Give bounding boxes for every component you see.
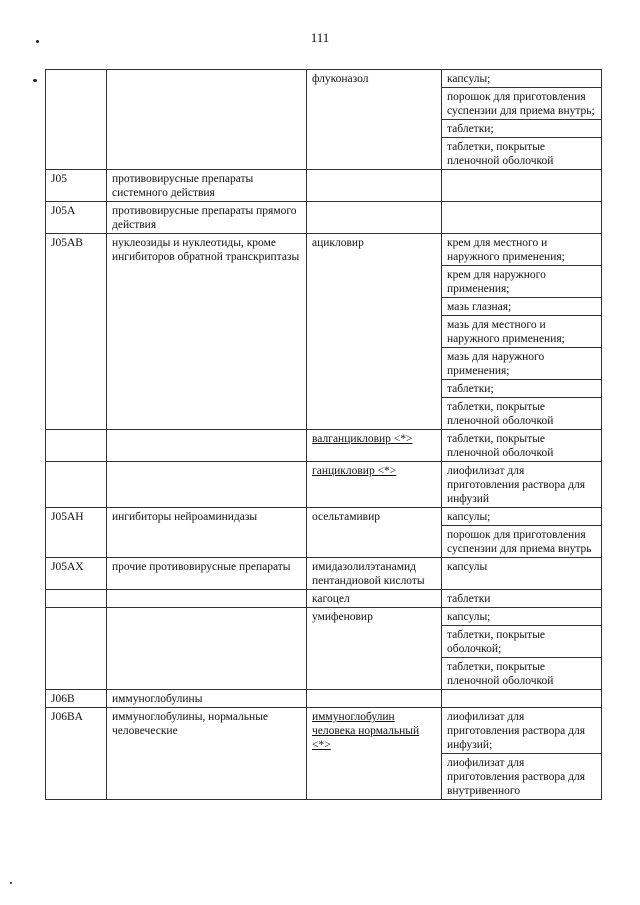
- drug-name-cell: флуконазол: [307, 70, 442, 170]
- anatomical-group-cell: [107, 608, 307, 690]
- dosage-forms-cell: [442, 708, 602, 800]
- atc-code-cell: J05AH: [46, 508, 107, 558]
- dosage-form: таблетки, покрытые оболочкой;: [442, 626, 601, 658]
- list-item: [442, 398, 601, 430]
- atc-code-cell: [46, 70, 107, 170]
- dosage-form: мазь глазная;: [442, 298, 601, 316]
- table-row: [46, 708, 602, 800]
- anatomical-group-cell: противовирусные препараты системного действия: [107, 170, 307, 202]
- anatomical-group-cell: ингибиторы нейроаминидазы: [107, 508, 307, 558]
- table-row: [46, 430, 602, 462]
- dosage-forms-cell: [442, 170, 602, 202]
- list-item: [442, 170, 601, 187]
- dosage-form: порошок для приготовления суспензии для приема внутрь: [442, 526, 601, 558]
- table-row: [46, 608, 602, 690]
- dosage-forms-list: [442, 170, 601, 187]
- atc-code-cell: J05A: [46, 202, 107, 234]
- list-item: [442, 508, 601, 526]
- dosage-forms-cell: [442, 608, 602, 690]
- table-row: [46, 70, 602, 170]
- atc-code-cell: J06BA: [46, 708, 107, 800]
- atc-code-cell: J06B: [46, 690, 107, 708]
- dosage-form: таблетки: [447, 593, 491, 605]
- dosage-forms-list: [442, 690, 601, 707]
- atc-code-cell: J05: [46, 170, 107, 202]
- list-item: [442, 690, 601, 707]
- dosage-form: капсулы;: [447, 511, 491, 523]
- dosage-form: [442, 202, 601, 219]
- list-item: [442, 590, 601, 607]
- atc-code-cell: [46, 462, 107, 508]
- atc-code-cell: J05AB: [46, 234, 107, 430]
- anatomical-group-cell: [107, 590, 307, 608]
- scan-speck: [36, 40, 39, 43]
- drug-name-cell: валганцикловир <*>: [307, 430, 442, 462]
- dosage-form: таблетки, покрытые пленочной оболочкой: [442, 398, 601, 430]
- table-row: [46, 590, 602, 608]
- dosage-forms-list: [442, 708, 601, 799]
- anatomical-group-cell: иммуноглобулины: [107, 690, 307, 708]
- dosage-forms-list: [442, 70, 601, 169]
- list-item: [442, 462, 601, 507]
- list-item: [442, 88, 601, 120]
- list-item: [442, 626, 601, 658]
- anatomical-group-cell: иммуноглобулины, нормальные человеческие: [107, 708, 307, 800]
- dosage-form: таблетки, покрытые пленочной оболочкой: [442, 658, 601, 690]
- list-item: [442, 658, 601, 690]
- list-item: [442, 316, 601, 348]
- drug-name-cell: умифеновир: [307, 608, 442, 690]
- anatomical-group-cell: прочие противовирусные препараты: [107, 558, 307, 590]
- dosage-form: капсулы;: [447, 611, 491, 623]
- dosage-forms-list: [442, 430, 601, 461]
- dosage-forms-cell: [442, 508, 602, 558]
- anatomical-group-cell: [107, 70, 307, 170]
- dosage-forms-list: [442, 234, 601, 429]
- dosage-forms-cell: [442, 430, 602, 462]
- dosage-forms-cell: [442, 70, 602, 170]
- list-item: [442, 266, 601, 298]
- anatomical-group-cell: [107, 462, 307, 508]
- drug-name-cell: иммуноглобулин человека нормальный <*>: [307, 708, 442, 800]
- dosage-forms-cell: [442, 462, 602, 508]
- dosage-forms-cell: [442, 558, 602, 590]
- drug-name-cell: ацикловир: [307, 234, 442, 430]
- dosage-form: [442, 690, 601, 707]
- atc-code-cell: [46, 608, 107, 690]
- dosage-form: таблетки, покрытые пленочной оболочкой: [447, 433, 554, 459]
- dosage-forms-list: [442, 558, 601, 575]
- dosage-forms-list: [442, 462, 601, 507]
- dosage-form: лиофилизат для приготовления раствора для внутривенного: [442, 754, 601, 800]
- dosage-forms-list: [442, 202, 601, 219]
- drug-name-cell: [307, 690, 442, 708]
- atc-code-cell: [46, 590, 107, 608]
- scan-speck: [33, 79, 37, 82]
- atc-code-cell: [46, 430, 107, 462]
- dosage-forms-list: [442, 508, 601, 557]
- table-row: [46, 462, 602, 508]
- dosage-forms-list: [442, 608, 601, 689]
- dosage-forms-cell: [442, 202, 602, 234]
- drug-name-cell: [307, 202, 442, 234]
- table-row: [46, 170, 602, 202]
- table-row: [46, 690, 602, 708]
- list-item: [442, 558, 601, 575]
- drug-name-cell: [307, 170, 442, 202]
- list-item: [442, 348, 601, 380]
- list-item: [442, 298, 601, 316]
- drug-table: [45, 69, 602, 800]
- dosage-form: лиофилизат для приготовления раствора для инфузий: [447, 465, 585, 505]
- list-item: [442, 120, 601, 138]
- dosage-forms-cell: [442, 234, 602, 430]
- dosage-form: мазь для местного и наружного применения;: [442, 316, 601, 348]
- table-row: [46, 508, 602, 558]
- table-row: [46, 234, 602, 430]
- anatomical-group-cell: нуклеозиды и нуклеотиды, кроме ингибиторов обратной транскриптазы: [107, 234, 307, 430]
- anatomical-group-cell: [107, 430, 307, 462]
- dosage-form: таблетки;: [442, 380, 601, 398]
- dosage-forms-list: [442, 590, 601, 607]
- dosage-forms-cell: [442, 690, 602, 708]
- list-item: [442, 608, 601, 626]
- list-item: [442, 70, 601, 88]
- drug-name-cell: имидазолилэтанамид пентандиовой кислоты: [307, 558, 442, 590]
- dosage-forms-cell: [442, 590, 602, 608]
- drug-name-cell: кагоцел: [307, 590, 442, 608]
- dosage-form: капсулы;: [447, 73, 491, 85]
- anatomical-group-cell: противовирусные препараты прямого действия: [107, 202, 307, 234]
- dosage-form: таблетки;: [442, 120, 601, 138]
- table-row: [46, 202, 602, 234]
- page-number: 111: [310, 30, 330, 45]
- dosage-form: таблетки, покрытые пленочной оболочкой: [442, 138, 601, 170]
- table-row: [46, 558, 602, 590]
- dosage-form: [442, 170, 601, 187]
- list-item: [442, 234, 601, 266]
- list-item: [442, 708, 601, 754]
- scan-speck: [10, 882, 12, 884]
- dosage-form: мазь для наружного применения;: [442, 348, 601, 380]
- list-item: [442, 138, 601, 170]
- dosage-form: крем для местного и наружного применения;: [447, 237, 565, 263]
- table-body: [46, 70, 602, 800]
- list-item: [442, 526, 601, 558]
- dosage-form: крем для наружного применения;: [442, 266, 601, 298]
- atc-code-cell: J05AX: [46, 558, 107, 590]
- list-item: [442, 754, 601, 800]
- drug-name-cell: осельтамивир: [307, 508, 442, 558]
- list-item: [442, 202, 601, 219]
- dosage-form: капсулы: [447, 561, 488, 573]
- list-item: [442, 380, 601, 398]
- dosage-form: лиофилизат для приготовления раствора для инфузий;: [447, 711, 585, 751]
- dosage-form: порошок для приготовления суспензии для приема внутрь;: [442, 88, 601, 120]
- drug-name-cell: ганцикловир <*>: [307, 462, 442, 508]
- list-item: [442, 430, 601, 461]
